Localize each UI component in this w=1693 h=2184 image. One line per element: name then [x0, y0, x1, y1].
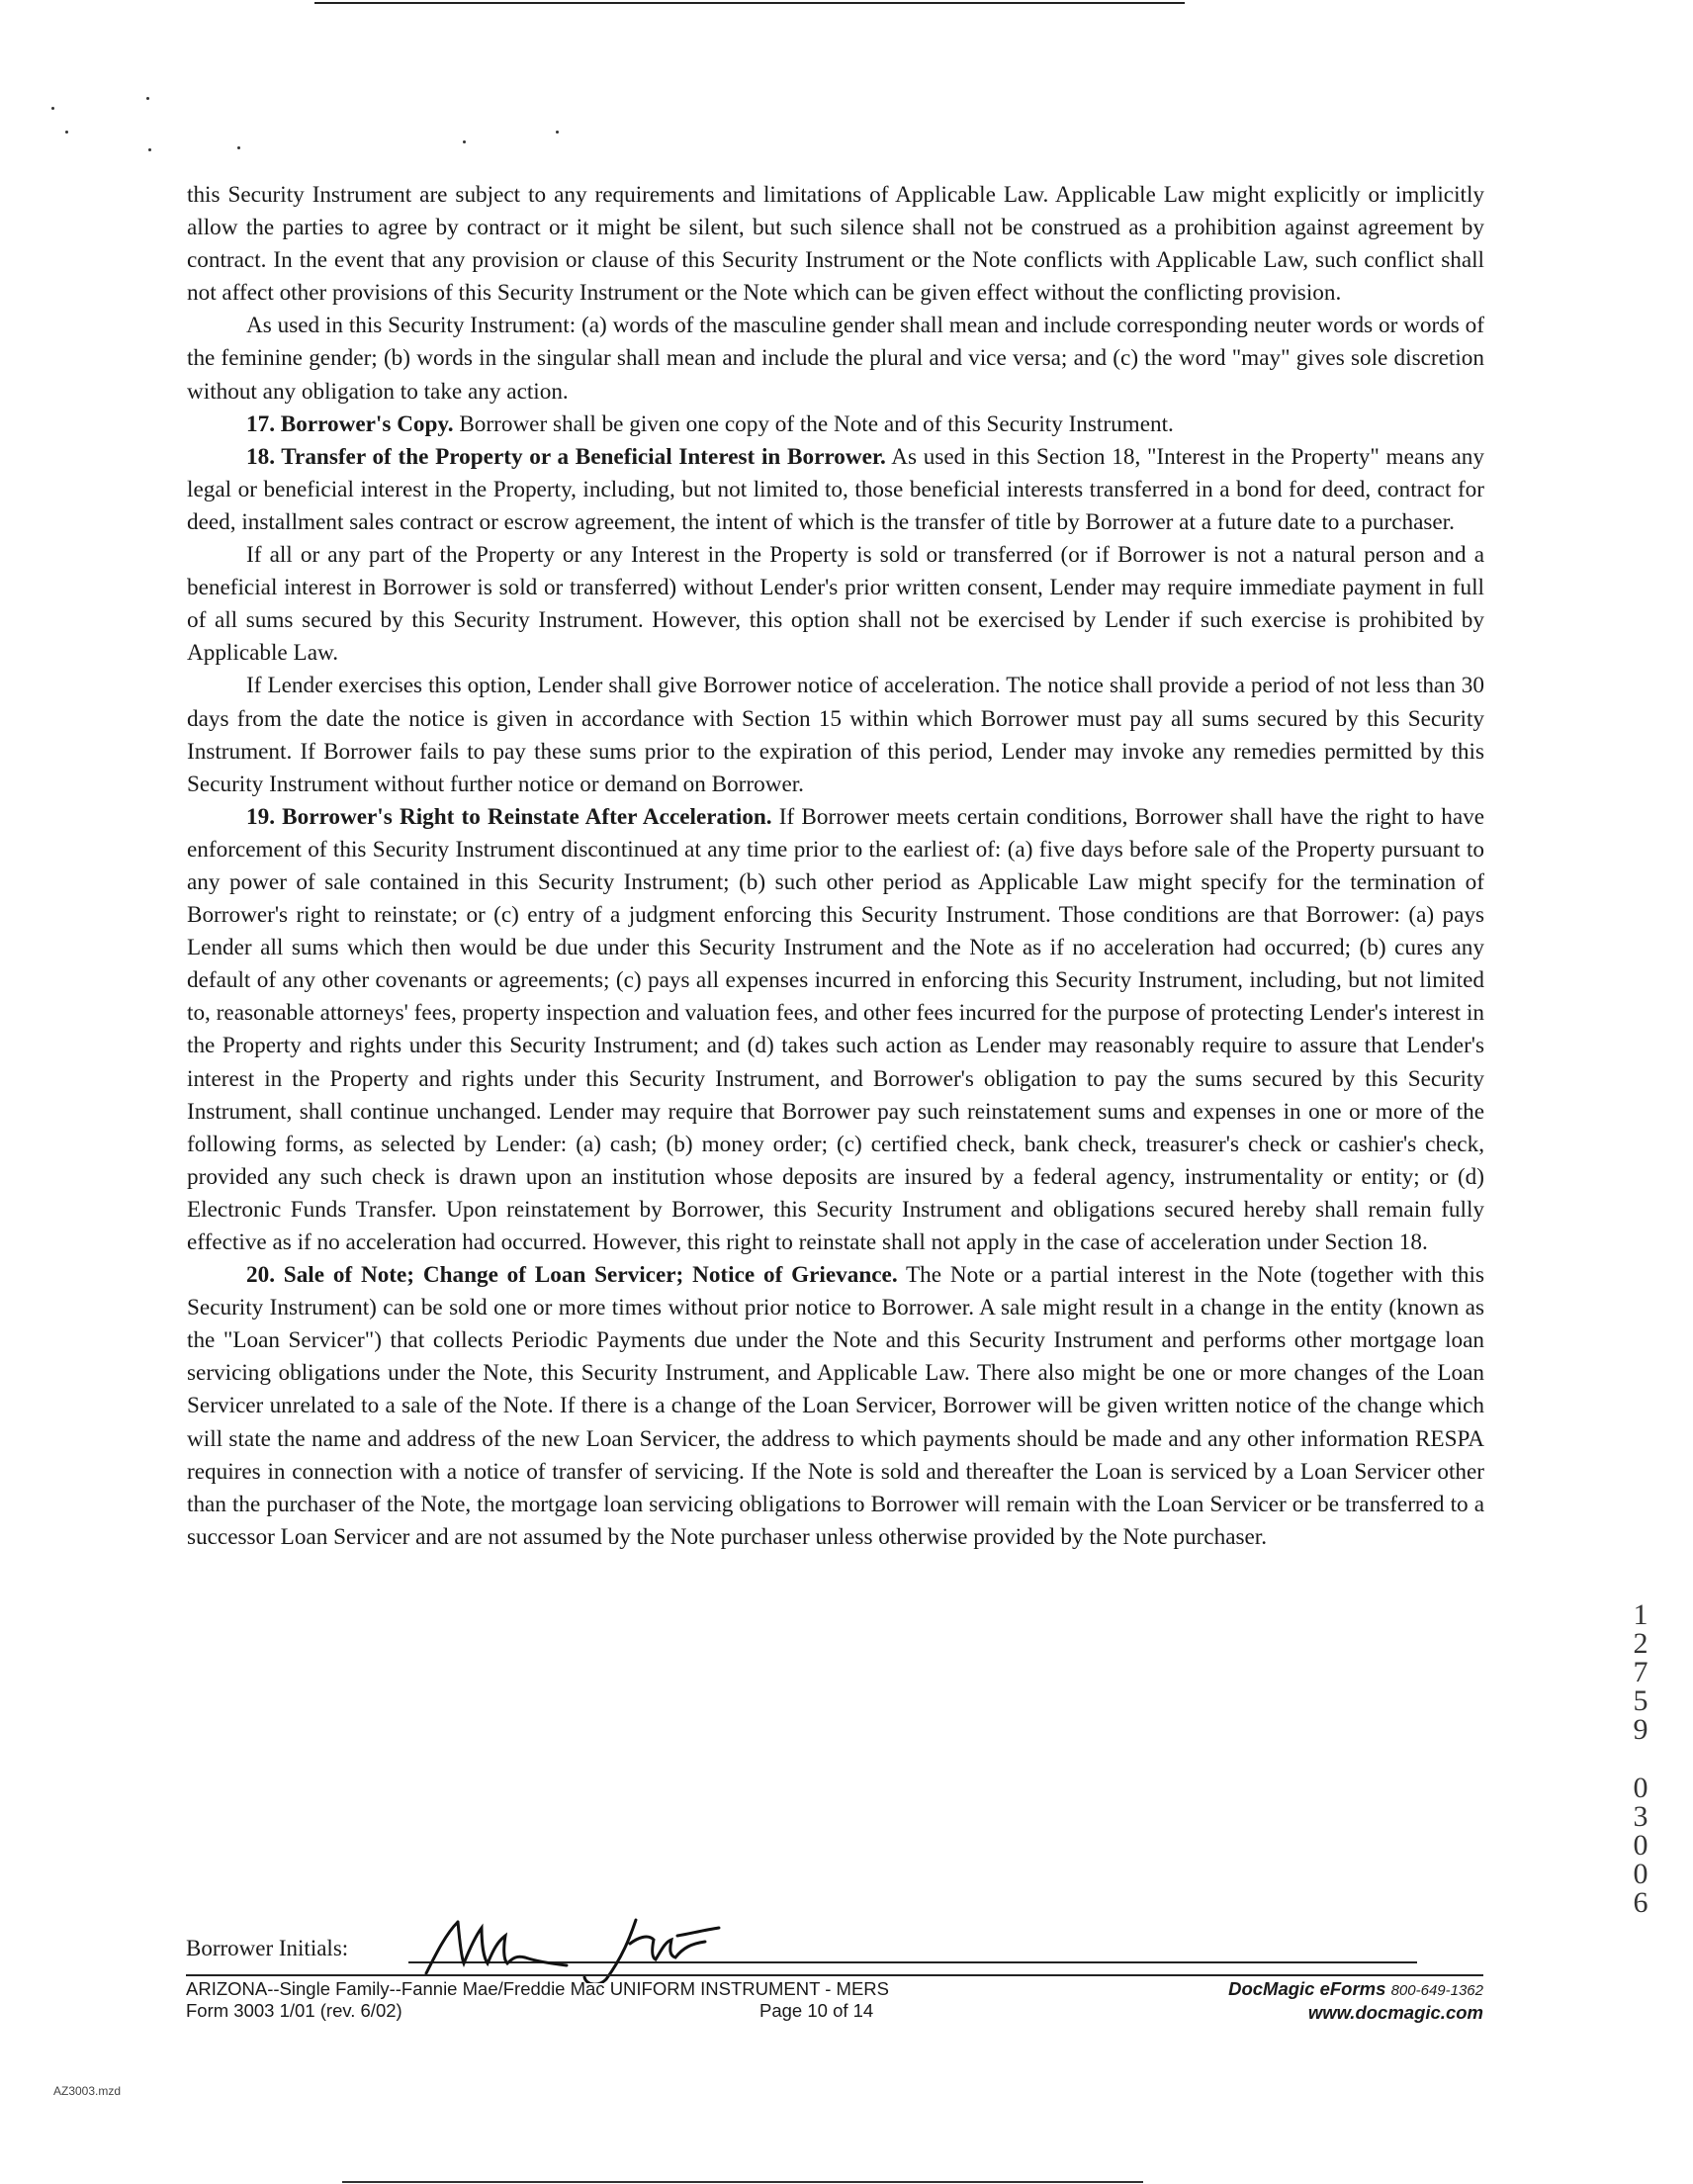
footer-rule [186, 1974, 1483, 1976]
website: www.docmagic.com [1307, 2002, 1483, 2023]
recording-digit: 2 [1633, 1627, 1648, 1660]
section-19-paragraph: 19. Borrower's Right to Reinstate After Acceleration. If Borrower meets certain conditions, Borrower shall have the right to have enforcement of this Security Instrument discontinued at any time prior to the earliest of: (a) five days before sale of the Property pursuant to any power of sale contained in this Security Instrument; (b) such other period as Applicable Law might specify for the termination of Borrower's right to reinstate; or (c) entry of a judgment enforcing this Security Instrument. Those conditions are that Borrower: (a) pays Lender all sums which then would be due under this Security Instrument and the Note as if no acceleration had occurred; (b) cures any default of any other covenants or agreements; (c) pays all expenses incurred in enforcing this Security Instrument, including, but not limited to, reasonable attorneys' fees, property inspection and valuation fees, and other fees incurred for the purpose of protecting Lender's interest in the Property and rights under this Security Instrument; and (d) takes such action as Lender may reasonably require to assure that Lender's interest in the Property and rights under this Security Instrument, and Borrower's obligation to pay the sums secured by this Security Instrument, shall continue unchanged. Lender may require that Borrower pay such reinstatement sums and expenses in one or more of the following forms, as selected by Lender: (a) cash; (b) money order; (c) certified check, bank check, treasurer's check or cashier's check, provided any such check is drawn upon an institution whose deposits are insured by a federal agency, instrumentality or entity; or (d) Electronic Funds Transfer. Upon reinstatement by Borrower, this Security Instrument and obligations secured hereby shall remain fully effective as if no acceleration had occurred. However, this right to reinstate shall not apply in the case of acceleration under Section 18. [187, 803, 1484, 1255]
phone-number: 800-649-1362 [1390, 1982, 1483, 1999]
scan-speck [463, 140, 466, 143]
page-number: Page 10 of 14 [759, 2000, 874, 2021]
section-20-paragraph: 20. Sale of Note; Change of Loan Servicer; Notice of Grievance. The Note or a partial interest in the Note (together with this Security Instrument) can be sold one or more times without prior notice to Borrower. A sale might result in a change in the entity (known as the "Loan Servicer") that collects Periodic Payments due under the Note and this Security Instrument and performs other mortgage loan servicing obligations under the Note, this Security Instrument, and Applicable Law. There also might be one or more changes of the Loan Servicer unrelated to a sale of the Note. If there is a change of the Loan Servicer, Borrower will be given written notice of the change which will state the name and address of the new Loan Servicer, the address to which payments should be made and any other information RESPA requires in connection with a notice of transfer of servicing. If the Note is sold and thereafter the Loan is serviced by a Loan Servicer other than the purchaser of the Note, the mortgage loan servicing obligations to Borrower will remain with the Loan Servicer or be transferred to a successor Loan Servicer and are not assumed by the Note purchaser unless otherwise provided by the Note purchaser. [187, 1262, 1484, 1550]
form-footer-left [186, 1978, 1155, 2022]
recording-digit: 3 [1633, 1800, 1648, 1833]
form-title: ARIZONA--Single Family--Fannie Mae/Freddie Mac UNIFORM INSTRUMENT - MERS [186, 1978, 889, 1999]
section-18-paragraph: 18. Transfer of the Property or a Beneficial Interest in Borrower. As used in this Section 18, "Interest in the Property" means any legal or beneficial interest in the Property, including, but not limited to, those beneficial interests transferred in a bond for deed, contract for deed, installment sales contract or escrow agreement, the intent of which is the transfer of title by Borrower at a future date to a purchaser. [187, 443, 1484, 535]
paragraph: As used in this Security Instrument: (a) words of the masculine gender shall mean and include corresponding neuter words or words of the feminine gender; (b) words in the singular shall mean and include the plural and vice versa; and (c) the word "may" gives sole discretion without any obligation to take any action. [187, 313, 1484, 405]
scan-speck [148, 148, 151, 151]
initials-label: Borrower Initials: [186, 1936, 349, 1960]
section-heading: 19. Borrower's Right to Reinstate After Acceleration. [246, 803, 772, 830]
section-heading: 17. Borrower's Copy. [246, 410, 454, 437]
file-code: AZ3003.mzd [53, 2084, 122, 2098]
recording-number-bottom [1626, 1774, 1655, 1917]
recording-number-top [1626, 1600, 1655, 1744]
paragraph: If Lender exercises this option, Lender shall give Borrower notice of acceleration. The notice shall provide a period of not less than 30 days from the date the notice is given in accordance with Section 15 within which Borrower must pay all sums secured by this Security Instrument. If Borrower fails to pay these sums prior to the expiration of this period, Lender may invoke any remedies permitted by this Security Instrument without further notice or demand on Borrower. [187, 673, 1484, 797]
scan-bottom-edge [342, 2181, 1143, 2183]
scan-speck [51, 107, 54, 110]
recording-digit: 7 [1633, 1656, 1648, 1688]
section-heading: 18. Transfer of the Property or a Beneficial Interest in Borrower. [246, 443, 886, 470]
recording-digit: 1 [1633, 1598, 1648, 1631]
recording-digit: 9 [1633, 1713, 1648, 1746]
scan-top-edge [314, 2, 1185, 4]
document-body [187, 179, 1484, 1554]
form-footer-right [1228, 1978, 1483, 2024]
recording-digit: 0 [1633, 1829, 1648, 1862]
recording-digit: 5 [1633, 1684, 1648, 1717]
section-heading: 20. Sale of Note; Change of Loan Servicer; Notice of Grievance. [246, 1262, 898, 1289]
section-17-paragraph: 17. Borrower's Copy. Borrower shall be given one copy of the Note and of this Security Instrument. [246, 410, 1174, 437]
paragraph: this Security Instrument are subject to any requirements and limitations of Applicable Law. Applicable Law might explicitly or implicitly allow the parties to agree by contract or it might be silent, but such silence shall not be construed as a prohibition against agreement by contract. In the event that any provision or clause of this Security Instrument or the Note conflicts with Applicable Law, such conflict shall not affect other provisions of this Security Instrument or the Note which can be given effect without the conflicting provision. [187, 182, 1484, 307]
docmagic-logo-text: DocMagic eForms [1228, 1978, 1386, 1999]
recording-digit: 0 [1633, 1858, 1648, 1890]
borrower-initials-row [186, 1914, 1491, 1973]
scan-speck [146, 97, 149, 100]
form-number: Form 3003 1/01 (rev. 6/02) [186, 2000, 402, 2021]
scan-speck [65, 131, 68, 134]
handwritten-initials-signature [418, 1914, 774, 1983]
paragraph: If all or any part of the Property or any Interest in the Property is sold or transferred (or if Borrower is not a natural person and a beneficial interest in Borrower is sold or transferred) without Lender's prior written consent, Lender may require immediate payment in full of all sums secured by this Security Instrument. However, this option shall not be exercised by Lender if such exercise is prohibited by Applicable Law. [187, 542, 1484, 667]
scan-speck [556, 131, 559, 134]
recording-number [1626, 1600, 1655, 1917]
recording-digit: 6 [1633, 1886, 1648, 1919]
scan-speck [237, 146, 240, 149]
recording-digit: 0 [1633, 1772, 1648, 1804]
